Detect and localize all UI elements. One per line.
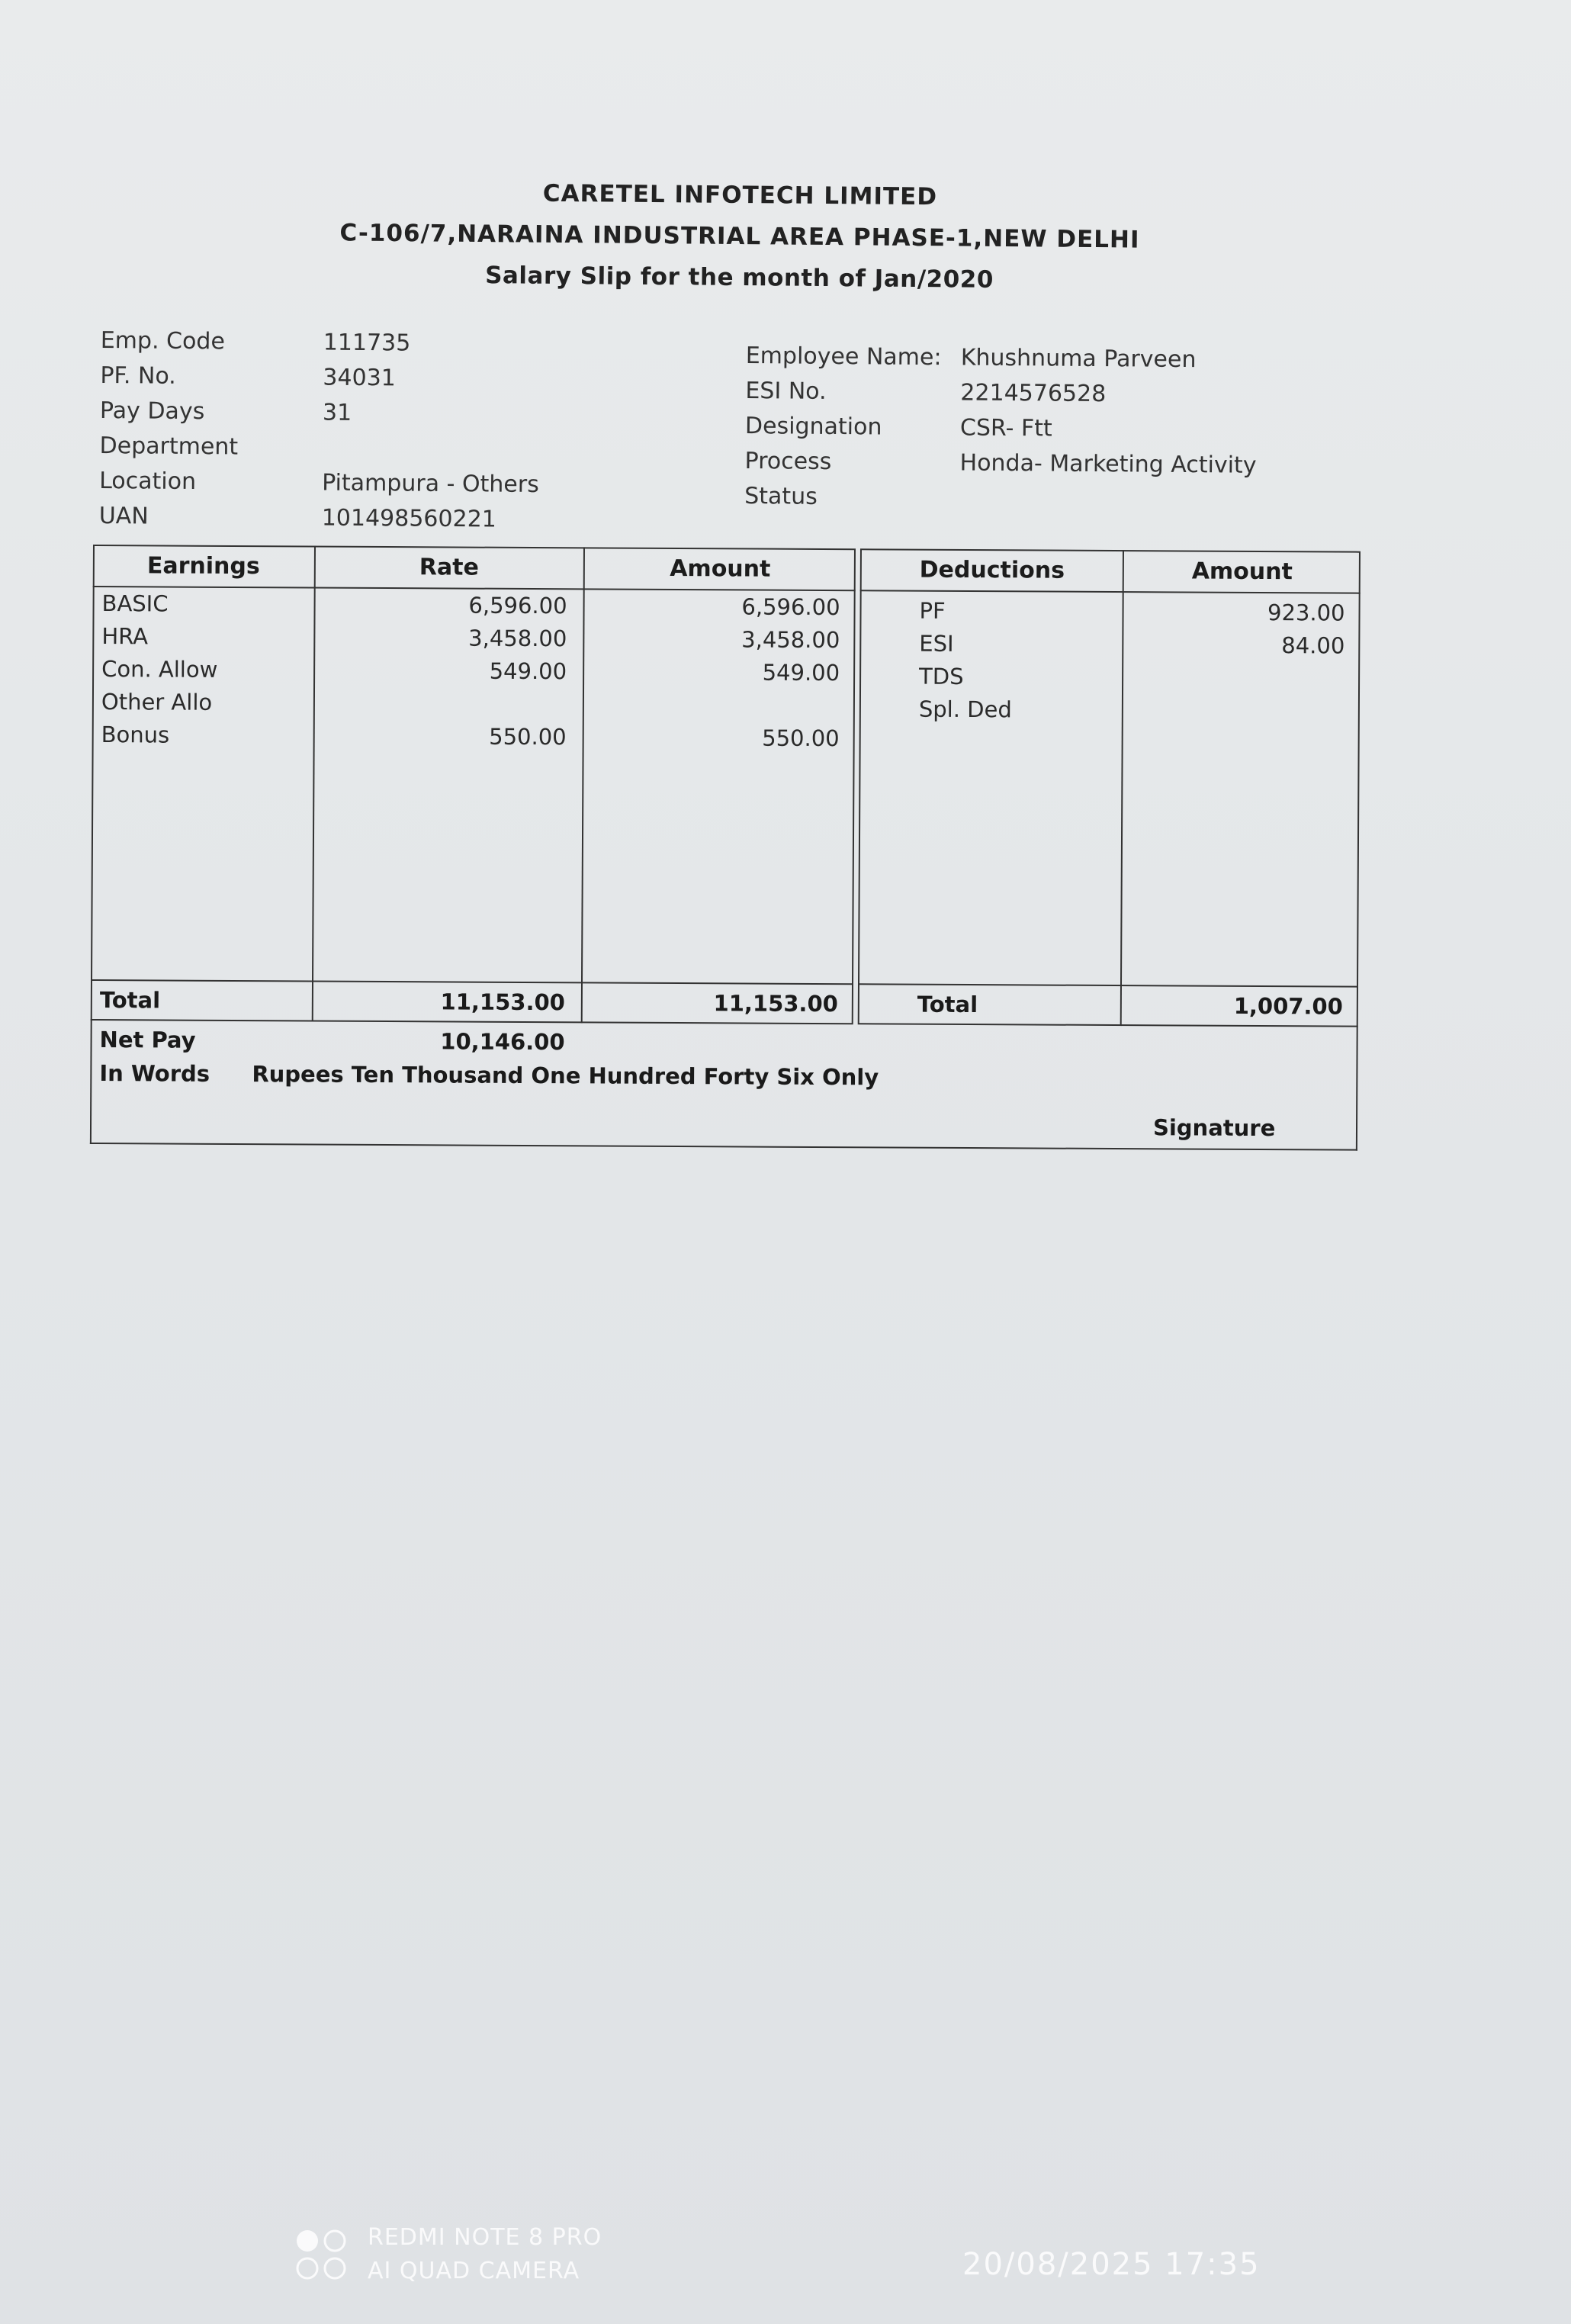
header-earnings: Earnings	[146, 552, 260, 580]
earning-rate: 6,596.00	[468, 592, 567, 619]
signature-label: Signature	[1152, 1114, 1276, 1142]
earning-rate: 3,458.00	[468, 625, 567, 652]
earning-name: HRA	[101, 623, 149, 650]
earning-name: Con. Allow	[101, 656, 218, 683]
info-row-department: Department	[99, 432, 239, 461]
in-words-value: Rupees Ten Thousand One Hundred Forty Six Only	[252, 1061, 879, 1091]
header-deductions: Deductions	[919, 556, 1065, 584]
camera-datetime: 20/08/2025 17:35	[962, 2247, 1261, 2282]
info-row-process: Process Honda- Marketing Activity	[744, 447, 1257, 479]
net-pay-label: Net Pay	[99, 1027, 196, 1053]
deductions-total-label: Total	[917, 991, 978, 1018]
earning-rate: 550.00	[489, 723, 567, 751]
header-deductions-amount: Amount	[1191, 558, 1293, 586]
deductions-total-amount: 1,007.00	[1233, 992, 1343, 1020]
camera-logo-icon	[294, 2227, 349, 2282]
deduction-name: Spl. Ded	[918, 696, 1012, 723]
earning-amount: 550.00	[762, 725, 840, 752]
earnings-total-amount: 11,153.00	[713, 990, 838, 1017]
earning-amount: 549.00	[762, 659, 840, 686]
earning-name: Other Allo	[101, 689, 213, 715]
deduction-name: TDS	[919, 663, 964, 689]
info-row-designation: Designation CSR- Ftt	[744, 412, 1052, 442]
camera-model: REDMI NOTE 8 PRO	[368, 2224, 602, 2251]
document-header	[0, 175, 1480, 298]
net-pay-value: 10,146.00	[440, 1028, 565, 1056]
info-row-uan: UAN 101498560221	[98, 502, 496, 533]
deduction-amount: 84.00	[1281, 632, 1345, 659]
info-row-esi-no: ESI No. 2214576528	[745, 377, 1107, 408]
camera-feature: AI QUAD CAMERA	[368, 2258, 580, 2284]
in-words-label: In Words	[99, 1060, 210, 1087]
employee-info-left	[99, 323, 541, 538]
employee-info-right	[744, 339, 1258, 519]
earning-name: Bonus	[101, 722, 170, 748]
info-row-pf-no: PF. No. 34031	[100, 362, 396, 392]
company-address: C-106/7,NARAINA INDUSTRIAL AREA PHASE-1,NEW DELHI	[339, 219, 1140, 254]
earning-name: BASIC	[101, 590, 169, 617]
info-row-employee-name: Employee Name: Khushnuma Parveen	[745, 342, 1197, 374]
earnings-total-rate: 11,153.00	[440, 988, 565, 1016]
deduction-amount: 923.00	[1267, 599, 1345, 626]
salary-table	[90, 545, 1361, 1151]
info-row-status: Status	[744, 482, 818, 510]
slip-title: Salary Slip for the month of Jan/2020	[484, 262, 994, 294]
company-name: CARETEL INFOTECH LIMITED	[542, 179, 938, 211]
header-earnings-amount: Amount	[670, 554, 771, 583]
header-rate: Rate	[419, 554, 479, 581]
earning-rate: 549.00	[489, 657, 567, 685]
info-row-location: Location Pitampura - Others	[99, 467, 539, 499]
info-row-pay-days: Pay Days 31	[99, 397, 352, 426]
deduction-name: PF	[919, 597, 946, 624]
earnings-total-label: Total	[99, 987, 161, 1014]
earning-amount: 6,596.00	[741, 593, 840, 621]
info-row-emp-code: Emp. Code 111735	[100, 326, 411, 357]
deduction-name: ESI	[919, 630, 954, 657]
earning-amount: 3,458.00	[741, 626, 840, 654]
camera-watermark-text	[368, 2221, 602, 2288]
